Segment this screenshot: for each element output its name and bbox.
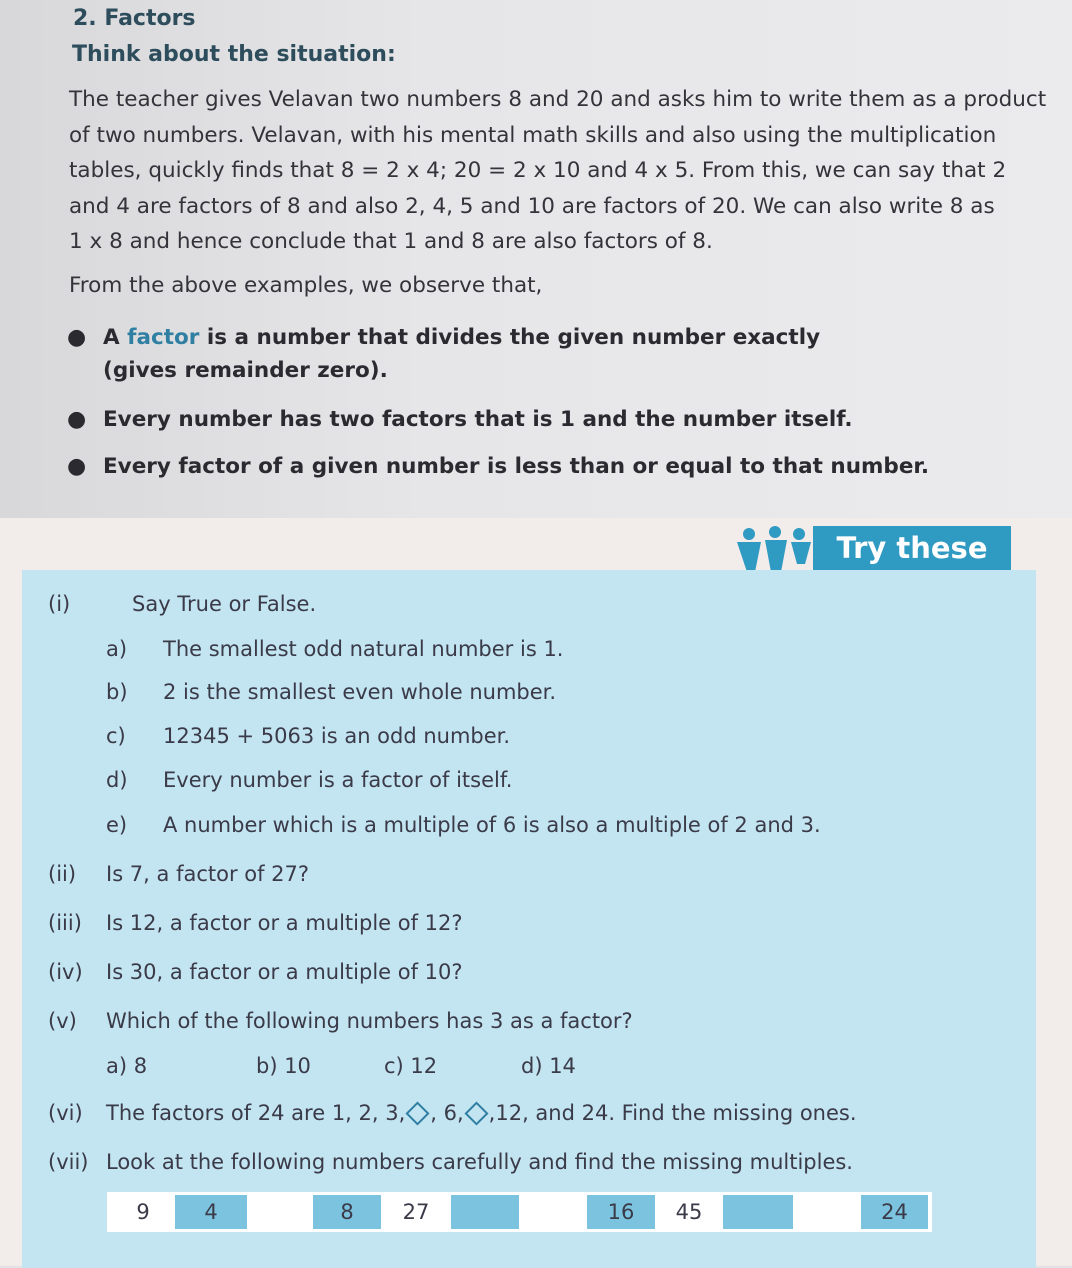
multiples-strip <box>107 1192 932 1232</box>
sub-text: The smallest odd natural number is 1. <box>163 637 564 661</box>
bullet-dot-icon: ● <box>67 407 87 432</box>
strip-cell: 24 <box>861 1195 928 1229</box>
question-number: (i) <box>48 592 71 616</box>
factors-section <box>0 0 1072 518</box>
paragraph-line: 1 x 8 and hence conclude that 1 and 8 are also factors of 8. <box>69 229 713 254</box>
blank-diamond-icon <box>464 1101 488 1125</box>
question-number: (iii) <box>48 911 82 935</box>
strip-cell <box>723 1195 793 1229</box>
question-number: (vii) <box>48 1150 89 1174</box>
question-number: (ii) <box>48 862 77 886</box>
paragraph-line: and 4 are factors of 8 and also 2, 4, 5 and 10 are factors of 20. We can also write 8 as <box>69 193 995 219</box>
try-these-box <box>22 570 1036 1268</box>
sub-text: A number which is a multiple of 6 is also a multiple of 2 and 3. <box>163 813 821 837</box>
question-number: (iv) <box>48 960 83 984</box>
strip-cell: 27 <box>402 1200 430 1224</box>
bullet-dot-icon: ● <box>67 454 87 479</box>
paragraph-line: tables, quickly finds that 8 = 2 x 4; 20 = 2 x 10 and 4 x 5. From this, we can say that 2 <box>69 158 1007 183</box>
bullet-factor-definition <box>67 321 821 387</box>
bullet-text: Every number has two factors that is 1 and the number itself. <box>103 407 853 432</box>
section-subtitle: Think about the situation: <box>72 42 396 67</box>
question-text-part: The factors of 24 are 1, 2, 3, <box>106 1101 406 1125</box>
try-these-section <box>0 518 1072 1266</box>
people-icon <box>735 524 813 574</box>
question-text: Look at the following numbers carefully and find the missing multiples. <box>106 1150 853 1174</box>
bullet-text: Every factor of a given number is less than or equal to that number. <box>103 454 930 479</box>
section-title: 2. Factors <box>73 6 196 31</box>
option-a: a) 8 <box>106 1054 148 1078</box>
strip-cell <box>519 1195 587 1229</box>
intro-paragraph <box>69 82 1047 260</box>
blank-diamond-icon <box>406 1101 430 1125</box>
question-number: (v) <box>48 1009 77 1033</box>
paragraph-line: of two numbers. Velavan, with his mental math skills and also using the multiplication <box>69 122 997 148</box>
question-text: Say True or False. <box>132 592 317 616</box>
sub-label: c) <box>106 724 126 748</box>
question-text: Is 7, a factor of 27? <box>106 862 310 886</box>
paragraph-line: The teacher gives Velavan two numbers 8 and 20 and asks him to write them as a product <box>69 87 1047 112</box>
question-text: Which of the following numbers has 3 as a factor? <box>106 1009 633 1033</box>
bullet-two-factors <box>67 403 853 436</box>
sub-label: a) <box>106 637 128 661</box>
observation-text: From the above examples, we observe that, <box>69 273 543 298</box>
sub-text: Every number is a factor of itself. <box>163 768 513 792</box>
question-text: Is 30, a factor or a multiple of 10? <box>106 960 463 984</box>
question-text-part: , 6, <box>430 1101 464 1125</box>
strip-cell: 8 <box>313 1195 381 1229</box>
strip-cell: 16 <box>587 1195 655 1229</box>
keyword-factor: factor <box>127 325 200 350</box>
bullet-text: A <box>103 325 128 350</box>
strip-cell <box>247 1195 313 1229</box>
strip-cell <box>451 1195 519 1229</box>
sub-label: b) <box>106 680 128 704</box>
sub-label: e) <box>106 813 128 837</box>
question-text <box>106 1101 857 1125</box>
strip-cell: 45 <box>675 1200 703 1224</box>
bullet-text: (gives remainder zero). <box>103 358 388 383</box>
bullet-factor-size <box>67 450 930 483</box>
question-text: Is 12, a factor or a multiple of 12? <box>106 911 463 935</box>
strip-cell: 9 <box>136 1200 150 1224</box>
sub-label: d) <box>106 768 128 792</box>
question-number: (vi) <box>48 1101 83 1125</box>
option-c: c) 12 <box>384 1054 438 1078</box>
question-text-part: ,12, and 24. Find the missing ones. <box>488 1101 857 1125</box>
option-d: d) 14 <box>521 1054 576 1078</box>
strip-cell: 4 <box>175 1195 247 1229</box>
option-b: b) 10 <box>256 1054 311 1078</box>
try-these-label: Try these <box>813 526 1011 570</box>
bullet-text: is a number that divides the given number exactly <box>199 325 821 350</box>
sub-text: 2 is the smallest even whole number. <box>163 680 557 704</box>
strip-cell <box>793 1195 861 1229</box>
bullet-dot-icon: ● <box>67 325 87 350</box>
sub-text: 12345 + 5063 is an odd number. <box>163 724 511 748</box>
